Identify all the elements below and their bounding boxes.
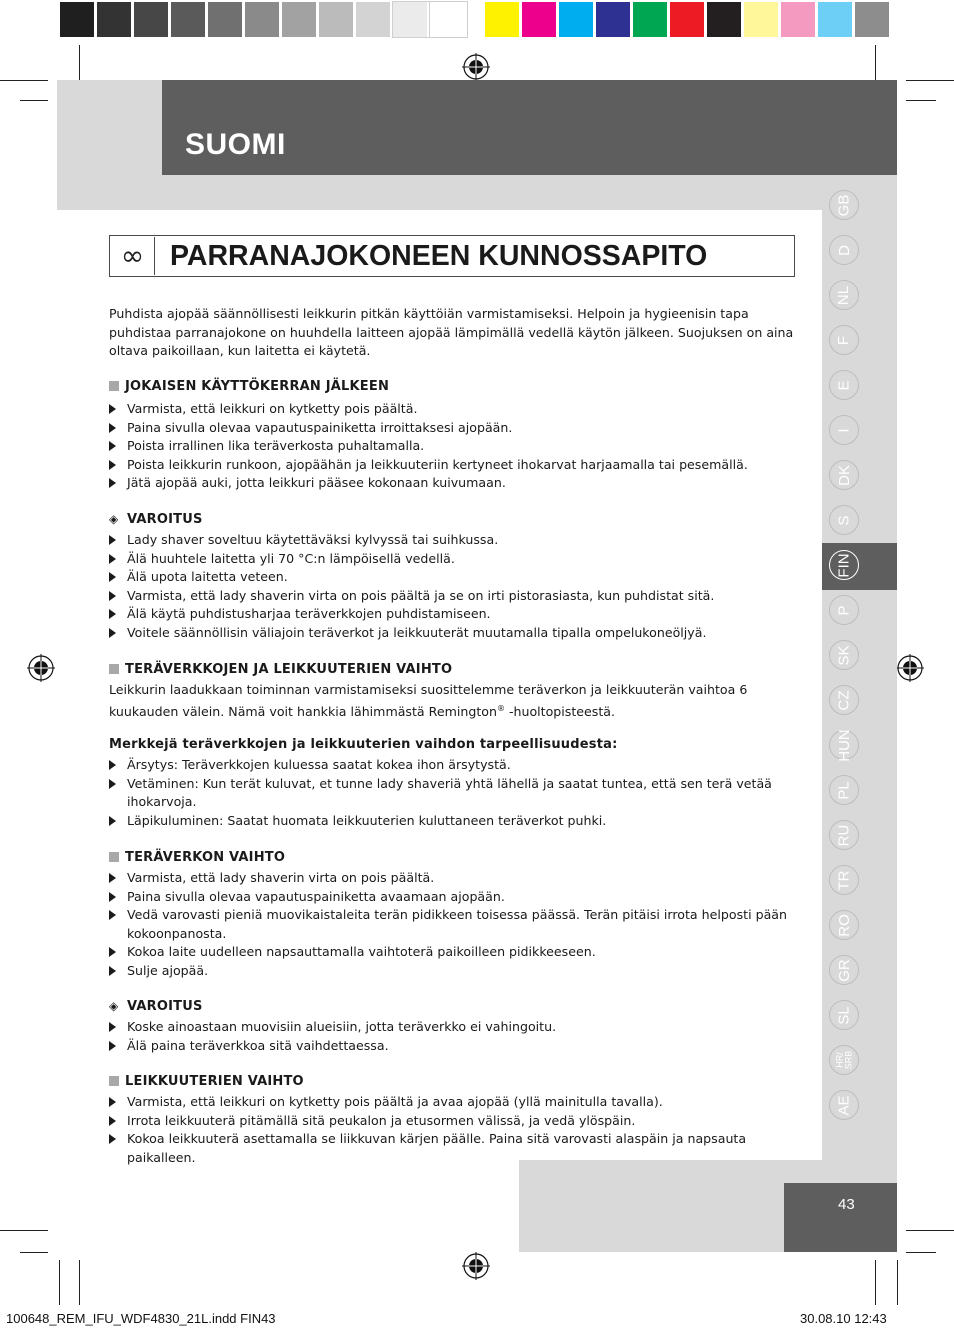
- list-item: Voitele säännöllisin väliajoin teräverkot ja leikkuuterät muutamalla tipalla ompelukoneöljyä.: [109, 624, 804, 643]
- list-warning: [109, 531, 804, 642]
- process-swatch: [596, 2, 633, 37]
- subheading-replacement: TERÄVERKKOJEN JA LEIKKUUTERIEN VAIHTO: [109, 662, 452, 677]
- grey-colour-bar: [60, 2, 467, 37]
- language-tab-ru[interactable]: RU: [829, 820, 859, 850]
- crop-mark: [59, 1260, 60, 1305]
- language-tab-pl[interactable]: PL: [829, 775, 859, 805]
- footer-file-info: 100648_REM_IFU_WDF4830_21L.indd FIN43: [6, 1311, 276, 1326]
- language-tab-ae[interactable]: AE: [829, 1090, 859, 1120]
- list-item: Älä huuhtele laitetta yli 70 °C:n lämpöisellä vedellä.: [109, 550, 804, 569]
- subheading-cutter-change: LEIKKUUTERIEN VAIHTO: [109, 1074, 304, 1089]
- process-swatch: [559, 2, 596, 37]
- language-tab-sl[interactable]: SL: [829, 1000, 859, 1030]
- grey-swatch: [60, 2, 97, 37]
- language-tab-s[interactable]: S: [829, 505, 859, 535]
- crop-mark: [906, 1252, 936, 1253]
- list-item: Varmista, että lady shaverin virta on pois päältä ja se on irti pistorasiasta, kun puhdistat sitä.: [109, 587, 804, 606]
- registration-mark-icon: [462, 1252, 490, 1280]
- page-title: SUOMI: [185, 128, 286, 161]
- page-number-box: [784, 1183, 897, 1252]
- square-bullet-icon: [109, 381, 119, 391]
- language-tab-hun[interactable]: HUN: [829, 730, 859, 760]
- list-item: Älä käytä puhdistusharjaa teräverkkojen puhdistamiseen.: [109, 605, 804, 624]
- list-signs: [109, 756, 804, 830]
- grey-swatch: [356, 2, 393, 37]
- square-bullet-icon: [109, 852, 119, 862]
- language-tab-f[interactable]: F: [829, 325, 859, 355]
- content-page-bottom: [57, 1160, 519, 1252]
- language-tab-nl[interactable]: NL: [829, 280, 859, 310]
- subheading-warning: ◈ VAROITUS: [109, 512, 203, 527]
- registration-mark-icon: [462, 53, 490, 81]
- process-swatch: [744, 2, 781, 37]
- crop-mark: [0, 80, 48, 81]
- language-tab-hrsrb[interactable]: HR/ SRB: [829, 1045, 859, 1075]
- language-tab-ro[interactable]: RO: [829, 910, 859, 940]
- language-tab-i[interactable]: I: [829, 415, 859, 445]
- list-item: Poista irrallinen lika teräverkosta puhaltamalla.: [109, 437, 804, 456]
- grey-swatch: [245, 2, 282, 37]
- list-item: Älä upota laitetta veteen.: [109, 568, 804, 587]
- grey-swatch: [319, 2, 356, 37]
- list-item: Kokoa laite uudelleen napsauttamalla vaihtoterä paikoilleen pidikkeeseen.: [109, 943, 804, 962]
- language-tab-p[interactable]: P: [829, 595, 859, 625]
- registration-mark-icon: [896, 654, 924, 682]
- crop-mark: [79, 1260, 80, 1305]
- list-item: Sulje ajopää.: [109, 962, 804, 981]
- list-item: Vedä varovasti pieniä muovikaistaleita terän pidikkeen toisessa päässä. Terän pitäisi irrota helposti pään kokoonpanosta.: [109, 906, 804, 943]
- grey-swatch: [430, 2, 467, 37]
- grey-swatch: [393, 2, 430, 37]
- grey-swatch: [97, 2, 134, 37]
- process-swatch: [781, 2, 818, 37]
- intro-paragraph: Puhdista ajopää säännöllisesti leikkurin pitkän käyttöiän varmistamiseksi. Helpoin ja hygieenisin tapa puhdistaa parranajokone on huuhdella laitteen ajopää lämpimällä vedellä käytön jälkeen. Suojuksen on aina oltava paikoillaan, kun laitetta ei käytetä.: [109, 306, 794, 358]
- language-tab-e[interactable]: E: [829, 370, 859, 400]
- infinity-icon: ∞: [111, 237, 155, 275]
- grey-swatch: [282, 2, 319, 37]
- square-bullet-icon: [109, 1076, 119, 1086]
- list-item: Varmista, että leikkuri on kytketty pois päältä ja avaa ajopää (yllä mainitulla tavalla).: [109, 1093, 804, 1112]
- crop-mark: [906, 80, 954, 81]
- crop-mark: [0, 1230, 48, 1231]
- list-item: Ärsytys: Teräverkkojen kuluessa saatat kokea ihon ärsytystä.: [109, 756, 804, 775]
- section-title: PARRANAJOKONEEN KUNNOSSAPITO: [170, 240, 708, 272]
- list-item: Irrota leikkuuterä pitämällä sitä peukalon ja etusormen välissä, ja vedä ylöspäin.: [109, 1112, 804, 1131]
- list-item: Jätä ajopää auki, jotta leikkuri pääsee kokonaan kuivumaan.: [109, 474, 804, 493]
- process-swatch: [633, 2, 670, 37]
- subheading-warning: ◈ VAROITUS: [109, 999, 203, 1014]
- language-tab-dk[interactable]: DK: [829, 460, 859, 490]
- language-tab-sk[interactable]: SK: [829, 640, 859, 670]
- list-item: Paina sivulla olevaa vapautuspainiketta avaamaan ajopään.: [109, 888, 804, 907]
- replacement-paragraph: Leikkurin laadukkaan toiminnan varmistamiseksi suosittelemme teräverkon ja leikkuuterän vaihtoa 6 kuukauden välein. Nämä voit hankkia lähimmästä Remington® -huoltopisteestä.: [109, 682, 748, 719]
- list-item: Koske ainoastaan muovisiin alueisiin, jotta teräverkko ei vahingoitu.: [109, 1018, 804, 1037]
- language-tab-d[interactable]: D: [829, 235, 859, 265]
- square-bullet-icon: [109, 664, 119, 674]
- list-item: Lady shaver soveltuu käytettäväksi kylvyssä tai suihkussa.: [109, 531, 804, 550]
- language-tab-gr[interactable]: GR: [829, 955, 859, 985]
- process-swatch: [855, 2, 892, 37]
- language-tab-cz[interactable]: CZ: [829, 685, 859, 715]
- crop-mark: [20, 100, 48, 101]
- registration-mark-icon: [27, 654, 55, 682]
- list-item: Vetäminen: Kun terät kuluvat, et tunne lady shaveriä yhtä lähellä ja saatat tuntea, että sen terä vetää ihokarvoja.: [109, 775, 804, 812]
- list-item: Paina sivulla olevaa vapautuspainiketta irroittaksesi ajopään.: [109, 419, 804, 438]
- footer-date-time: 30.08.10 12:43: [800, 1311, 887, 1326]
- process-swatch: [670, 2, 707, 37]
- warning-icon: ◈: [109, 999, 119, 1013]
- list-after-use: [109, 400, 804, 493]
- process-swatch: [818, 2, 855, 37]
- list-item: Varmista, että leikkuri on kytketty pois päältä.: [109, 400, 804, 419]
- list-warning: [109, 1018, 804, 1055]
- subheading-foil-change: TERÄVERKON VAIHTO: [109, 850, 285, 865]
- list-foil-change: [109, 869, 804, 980]
- grey-swatch: [134, 2, 171, 37]
- process-swatch: [522, 2, 559, 37]
- process-colour-bar: [485, 2, 892, 37]
- grey-swatch: [208, 2, 245, 37]
- list-cutter-change: [109, 1093, 804, 1167]
- page-number: 43: [838, 1196, 855, 1213]
- language-tab-fin[interactable]: FIN: [829, 550, 859, 580]
- process-swatch: [707, 2, 744, 37]
- crop-mark: [875, 1260, 876, 1305]
- list-item: Kokoa leikkuuterä asettamalla se liikkuvan kärjen päälle. Paina sitä varovasti alaspäin ja napsauta paikalleen.: [109, 1130, 804, 1167]
- warning-icon: ◈: [109, 512, 119, 526]
- subheading-signs: Merkkejä teräverkkojen ja leikkuuterien vaihdon tarpeellisuudesta:: [109, 737, 618, 752]
- crop-mark: [897, 1260, 898, 1305]
- language-tab-tr[interactable]: TR: [829, 865, 859, 895]
- crop-mark: [20, 1252, 48, 1253]
- subheading-after-use: JOKAISEN KÄYTTÖKERRAN JÄLKEEN: [109, 379, 389, 394]
- crop-mark: [906, 1230, 954, 1231]
- list-item: Läpikuluminen: Saatat huomata leikkuuterien kuluttaneen teräverkot puhki.: [109, 812, 804, 831]
- list-item: Poista leikkurin runkoon, ajopäähän ja leikkuuteriin kertyneet ihokarvat harjaamalla tai pesemällä.: [109, 456, 804, 475]
- grey-swatch: [171, 2, 208, 37]
- process-swatch: [485, 2, 522, 37]
- language-tab-gb[interactable]: GB: [829, 190, 859, 220]
- list-item: Varmista, että lady shaverin virta on pois päältä.: [109, 869, 804, 888]
- crop-mark: [906, 100, 936, 101]
- list-item: Älä paina teräverkkoa sitä vaihdettaessa.: [109, 1037, 804, 1056]
